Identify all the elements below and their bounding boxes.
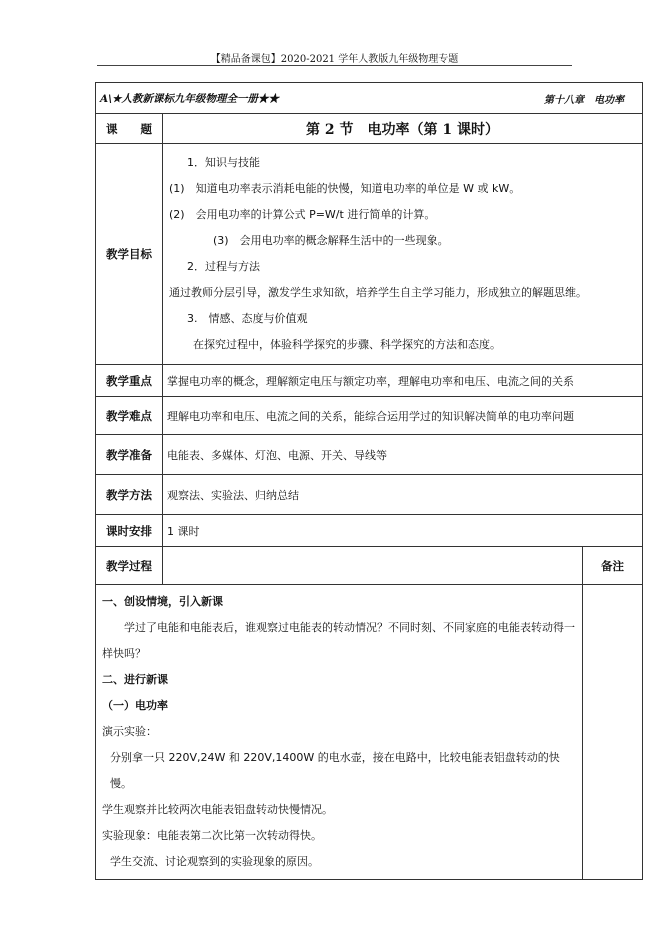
- lesson-title: 第 2 节 电功率（第 1 课时）: [163, 114, 643, 144]
- lesson-plan-table: [95, 82, 643, 880]
- demo-text: 分别拿一只 220V,24W 和 220V,1400W 的电水壶，接在电路中，比较电能表铝盘转动的快慢。: [110, 751, 560, 790]
- difficulties-label: 教学难点: [96, 397, 163, 435]
- goal-line: 通过教师分层引导，激发学生求知欲，培养学生自主学习能力，形成独立的解题思维。: [169, 286, 587, 299]
- discuss-text: 学生交流、讨论观察到的实验现象的原因。: [110, 855, 319, 868]
- goal-line: (3) 会用电功率的概念解释生活中的一些现象。: [213, 234, 449, 247]
- header-divider: [97, 65, 572, 66]
- title-label: 课 题: [96, 114, 163, 144]
- schedule-label: 课时安排: [96, 515, 163, 547]
- top-row: [96, 83, 643, 114]
- process-paragraph: 学过了电能和电能表后，谁观察过电能表的转动情况？不同时刻、不同家庭的电能表转动得一样快吗？: [102, 621, 575, 660]
- goal-line: (1) 知道电功率表示消耗电能的快慢，知道电功率的单位是 W 或 kW。: [169, 182, 521, 195]
- goals-content: [163, 144, 643, 365]
- section-heading: 二、进行新课: [102, 673, 168, 686]
- note-label: 备注: [583, 547, 643, 585]
- methods-value: 观察法、实验法、归纳总结: [163, 475, 643, 515]
- process-header-blank: [163, 547, 583, 585]
- schedule-value: 1 课时: [163, 515, 643, 547]
- goal-line: (2) 会用电功率的计算公式 P=W/t 进行简单的计算。: [169, 208, 436, 221]
- goals-label: 教学目标: [96, 144, 163, 365]
- goal-line: 在探究过程中，体验科学探究的步骤、科学探究的方法和态度。: [193, 338, 501, 351]
- phenomenon-text: 实验现象：电能表第二次比第一次转动得快。: [102, 829, 322, 842]
- process-label: 教学过程: [96, 547, 163, 585]
- note-content: [583, 585, 643, 880]
- page-header: 【精品备课包】2020-2021 学年人教版九年级物理专题: [210, 54, 459, 65]
- section-heading: 一、创设情境，引入新课: [102, 595, 223, 608]
- goal-line: 1．知识与技能: [187, 156, 260, 169]
- demo-label: 演示实验：: [102, 725, 157, 738]
- subsection-heading: （一）电功率: [102, 699, 168, 712]
- book-title: A\★人教新课标九年级物理全一册★★: [100, 92, 279, 105]
- preparation-label: 教学准备: [96, 435, 163, 475]
- process-content: [96, 585, 583, 880]
- methods-label: 教学方法: [96, 475, 163, 515]
- key-points-label: 教学重点: [96, 365, 163, 397]
- goal-line: 3. 情感、态度与价值观: [187, 312, 308, 325]
- key-points-value: 掌握电功率的概念，理解额定电压与额定功率，理解电功率和电压、电流之间的关系: [163, 365, 643, 397]
- difficulties-value: 理解电功率和电压、电流之间的关系，能综合运用学过的知识解决简单的电功率问题: [163, 397, 643, 435]
- observe-text: 学生观察并比较两次电能表铝盘转动快慢情况。: [102, 803, 333, 816]
- preparation-value: 电能表、多媒体、灯泡、电源、开关、导线等: [163, 435, 643, 475]
- goal-line: 2．过程与方法: [187, 260, 260, 273]
- chapter-title: 第十八章 电功率: [544, 94, 624, 106]
